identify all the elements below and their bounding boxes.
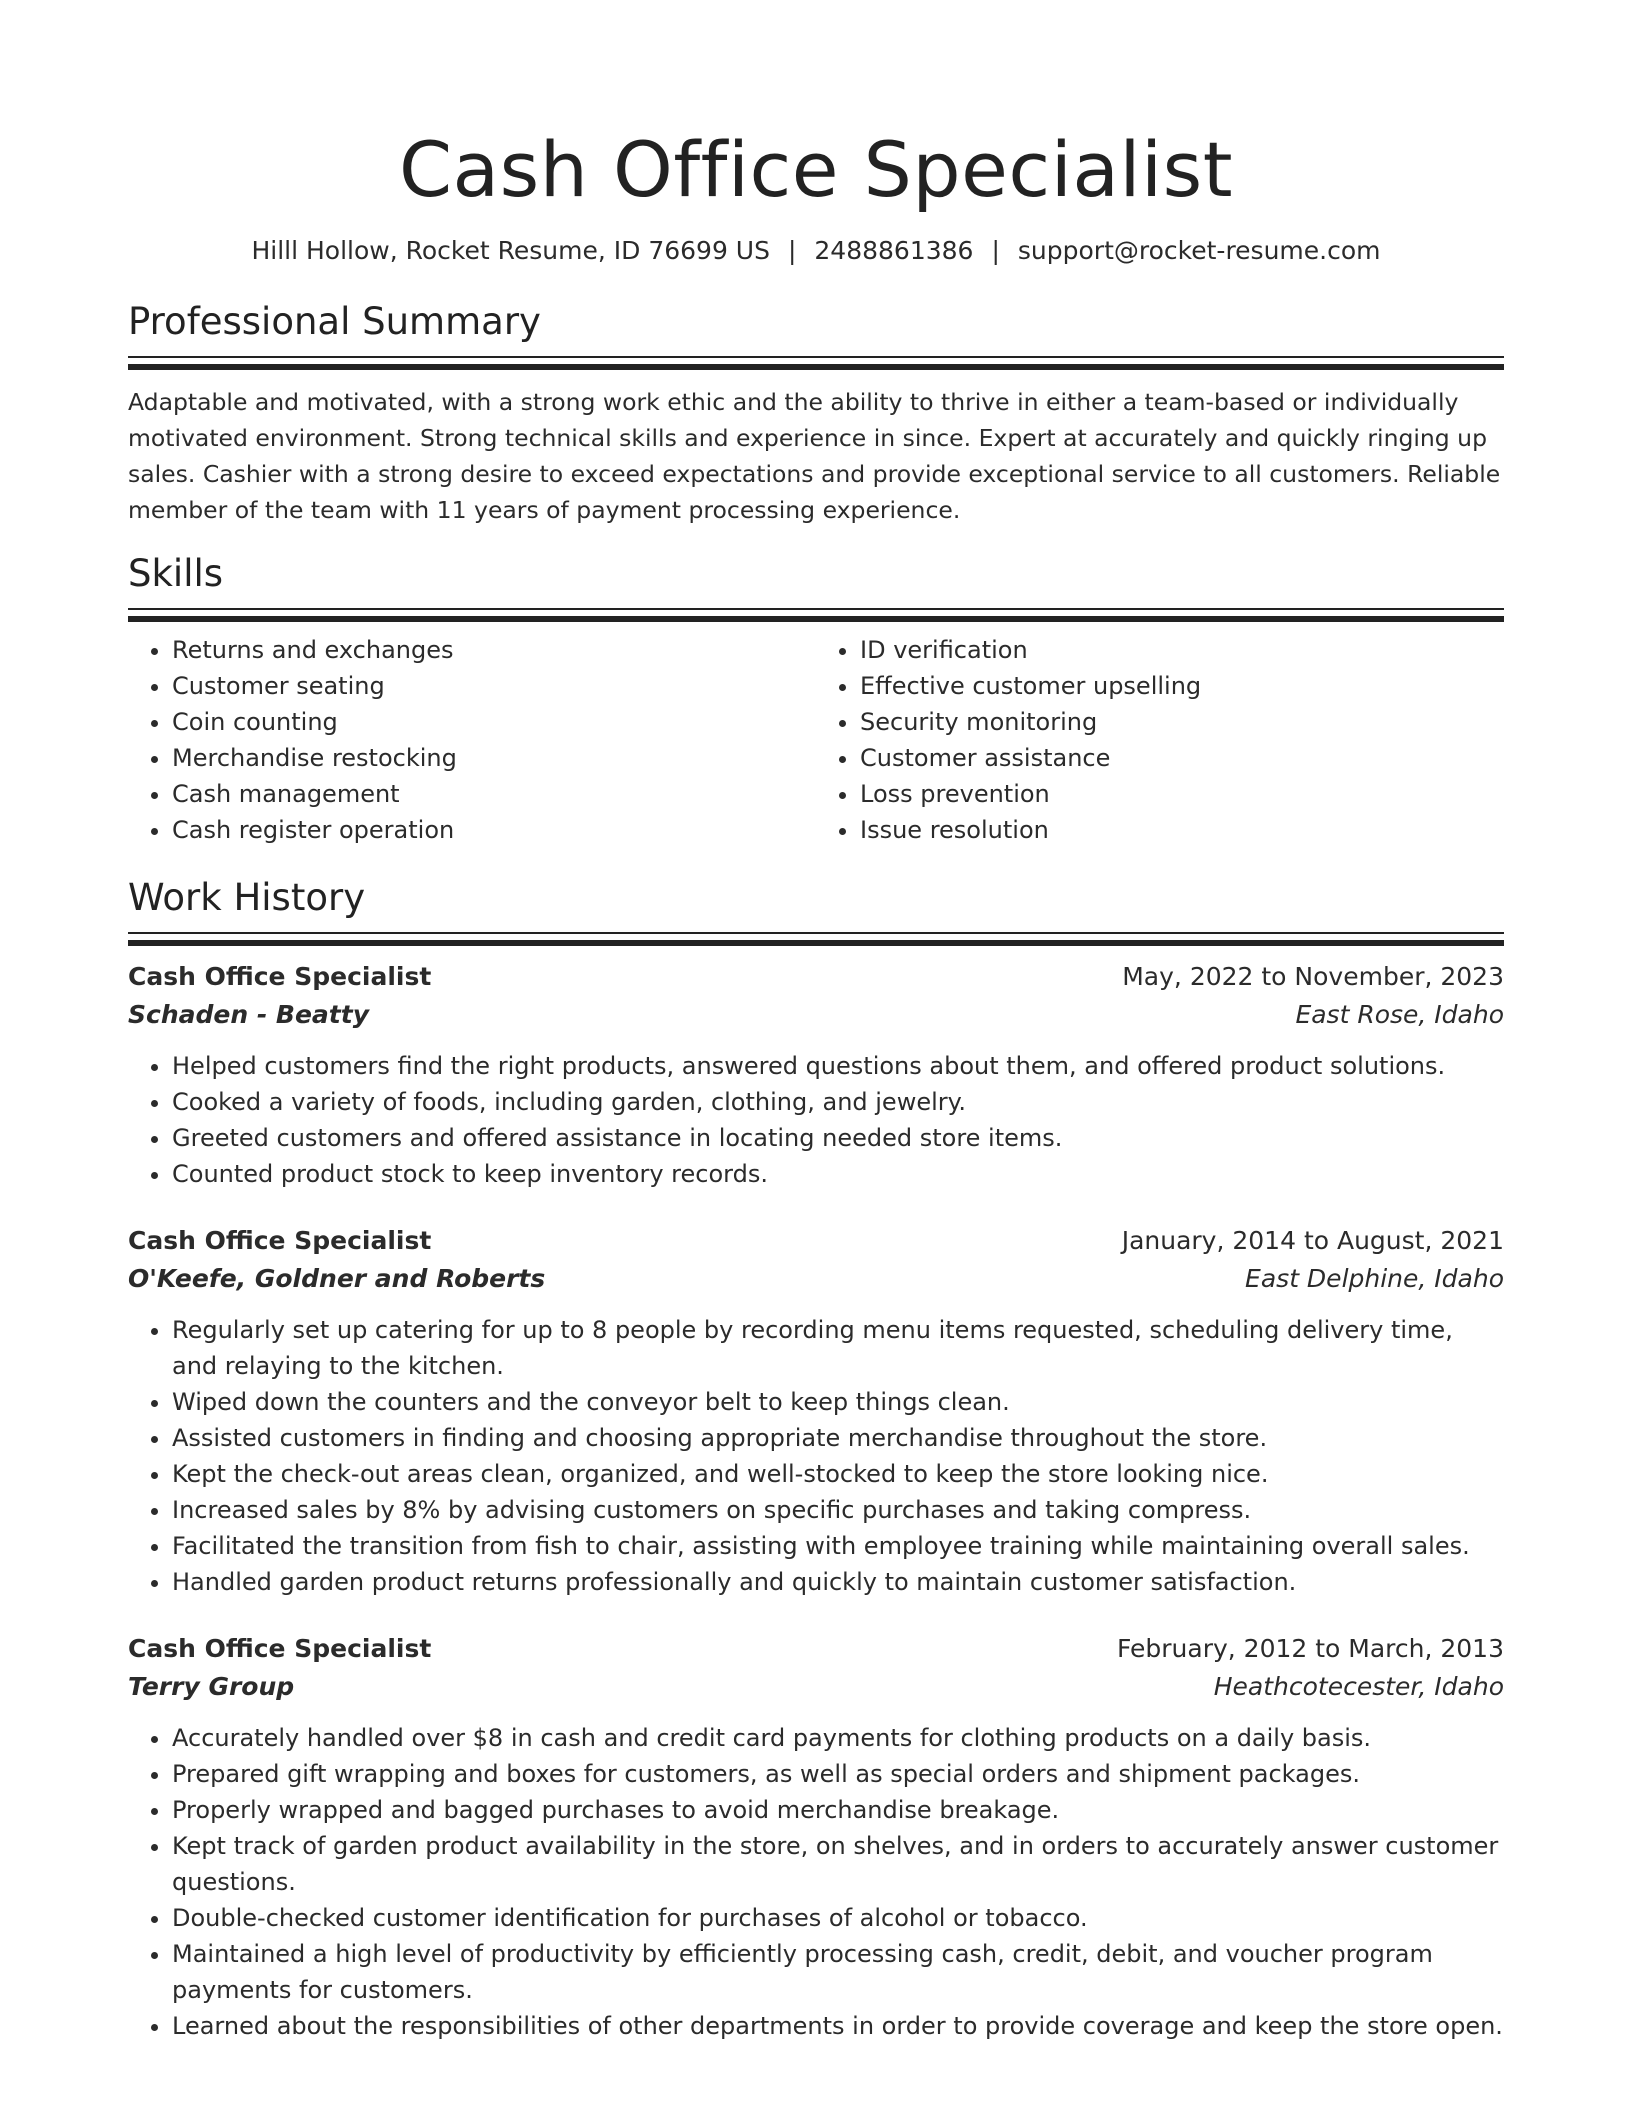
contact-line bbox=[128, 234, 1504, 268]
job-bullet: • Prepared gift wrapping and boxes for customers, as well as special orders and shipment packages. bbox=[172, 1756, 1504, 1792]
job-bullet: • Assisted customers in finding and choosing appropriate merchandise throughout the store. bbox=[172, 1420, 1504, 1456]
skill-item: • Issue resolution bbox=[860, 812, 1504, 848]
summary-text: Adaptable and motivated, with a strong work ethic and the ability to thrive in either a team-based or individually motivated environment. Strong technical skills and experience in since. Expert at accurately and quickly ringing up sales. Cashier with a strong desire to exceed expectations and provide exceptional service to all customers. Reliable member of the team with 11 years of payment processing experience. bbox=[128, 388, 1501, 524]
job-dates: January, 2014 to August, 2021 bbox=[1121, 1226, 1504, 1255]
job-bullet: • Maintained a high level of productivity by efficiently processing cash, credit, debit, and voucher program payments for customers. bbox=[172, 1936, 1504, 2008]
skills-section bbox=[128, 550, 1504, 848]
job-dates: February, 2012 to March, 2013 bbox=[1116, 1634, 1504, 1663]
job-bullets bbox=[128, 1048, 1504, 1192]
job-location: East Delphine, Idaho bbox=[1245, 1264, 1504, 1293]
skill-item: • Effective customer upselling bbox=[860, 668, 1504, 704]
skill-item: • ID verification bbox=[860, 632, 1504, 668]
job-bullet: • Facilitated the transition from fish to chair, assisting with employee training while maintaining overall sales. bbox=[172, 1528, 1504, 1564]
job-location: Heathcotecester, Idaho bbox=[1213, 1672, 1504, 1701]
job-entry bbox=[128, 1630, 1504, 2044]
job-company: Terry Group bbox=[128, 1672, 295, 1701]
job-bullet: • Cooked a variety of foods, including garden, clothing, and jewelry. bbox=[172, 1084, 1504, 1120]
skill-item: • Cash register operation bbox=[172, 812, 816, 848]
job-title: Cash Office Specialist bbox=[128, 1226, 432, 1255]
section-divider bbox=[128, 608, 1504, 620]
job-title: Cash Office Specialist bbox=[128, 1634, 432, 1663]
job-entry bbox=[128, 958, 1504, 1192]
job-company: O'Keefe, Goldner and Roberts bbox=[128, 1264, 546, 1293]
section-title-summary: Professional Summary bbox=[128, 300, 541, 343]
skill-item: • Security monitoring bbox=[860, 704, 1504, 740]
work-history-section bbox=[128, 874, 1504, 2044]
job-bullet: • Helped customers find the right products, answered questions about them, and offered product solutions. bbox=[172, 1048, 1504, 1084]
job-bullet: • Counted product stock to keep inventory records. bbox=[172, 1156, 1504, 1192]
job-bullet: • Increased sales by 8% by advising customers on specific purchases and taking compress. bbox=[172, 1492, 1504, 1528]
job-bullet: • Handled garden product returns professionally and quickly to maintain customer satisfaction. bbox=[172, 1564, 1504, 1600]
resume-name: Cash Office Specialist bbox=[398, 125, 1234, 214]
skill-item: • Returns and exchanges bbox=[172, 632, 816, 668]
job-bullet: • Wiped down the counters and the conveyor belt to keep things clean. bbox=[172, 1384, 1504, 1420]
job-title: Cash Office Specialist bbox=[128, 962, 432, 991]
job-bullets bbox=[128, 1312, 1504, 1600]
contact-phone: 2488861386 bbox=[814, 236, 974, 265]
job-company: Schaden - Beatty bbox=[128, 1000, 370, 1029]
job-location: East Rose, Idaho bbox=[1295, 1000, 1504, 1029]
job-bullet: • Learned about the responsibilities of other departments in order to provide coverage and keep the store open. bbox=[172, 2008, 1504, 2044]
contact-address: Hilll Hollow, Rocket Resume, ID 76699 US bbox=[251, 236, 770, 265]
job-bullet: • Greeted customers and offered assistance in locating needed store items. bbox=[172, 1120, 1504, 1156]
skill-item: • Customer seating bbox=[172, 668, 816, 704]
job-bullet: • Kept track of garden product availability in the store, on shelves, and in orders to accurately answer customer questions. bbox=[172, 1828, 1504, 1900]
skills-columns bbox=[128, 632, 1504, 848]
skill-item: • Coin counting bbox=[172, 704, 816, 740]
section-title-work-history: Work History bbox=[128, 876, 366, 919]
skill-item: • Customer assistance bbox=[860, 740, 1504, 776]
section-divider bbox=[128, 932, 1504, 944]
job-bullet: • Properly wrapped and bagged purchases to avoid merchandise breakage. bbox=[172, 1792, 1504, 1828]
resume-page bbox=[128, 0, 1504, 2044]
job-dates: May, 2022 to November, 2023 bbox=[1122, 962, 1504, 991]
skills-list-left bbox=[128, 632, 816, 848]
job-bullet: • Kept the check-out areas clean, organized, and well-stocked to keep the store looking nice. bbox=[172, 1456, 1504, 1492]
skill-item: • Loss prevention bbox=[860, 776, 1504, 812]
contact-separator: | bbox=[991, 236, 1000, 265]
job-bullet: • Double-checked customer identification for purchases of alcohol or tobacco. bbox=[172, 1900, 1504, 1936]
section-divider bbox=[128, 356, 1504, 368]
skill-item: • Cash management bbox=[172, 776, 816, 812]
job-bullet: • Regularly set up catering for up to 8 people by recording menu items requested, scheduling delivery time, and relaying to the kitchen. bbox=[172, 1312, 1504, 1384]
section-title-skills: Skills bbox=[128, 552, 224, 595]
professional-summary-section bbox=[128, 298, 1504, 528]
skills-list-right bbox=[816, 632, 1504, 848]
job-entry bbox=[128, 1222, 1504, 1600]
job-bullets bbox=[128, 1720, 1504, 2044]
contact-email: support@rocket-resume.com bbox=[1017, 236, 1381, 265]
job-bullet: • Accurately handled over $8 in cash and credit card payments for clothing products on a daily basis. bbox=[172, 1720, 1504, 1756]
skill-item: • Merchandise restocking bbox=[172, 740, 816, 776]
contact-separator: | bbox=[787, 236, 797, 265]
